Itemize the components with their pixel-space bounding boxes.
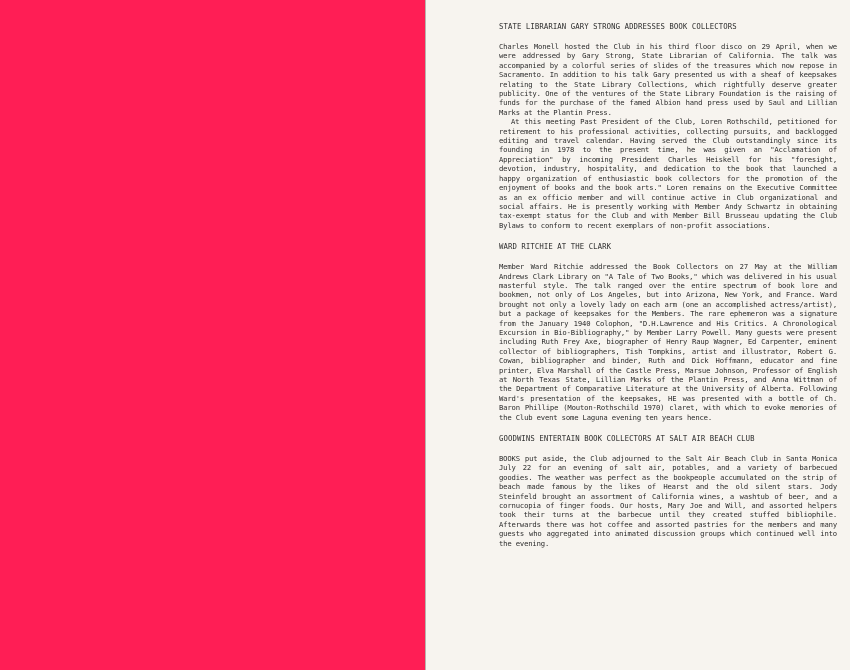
section-heading-ritchie: WARD RITCHIE AT THE CLARK (499, 242, 612, 252)
article-column (499, 22, 837, 548)
article-paragraph: At this meeting Past President of the Club, Loren Rothschild, petitioned for retirement to his professional activities, collecting pursuits, and backlogged editing and travel calendar. Having served the Club outstandingly since its founding in 1978 to the present time, he was given an "Acclamation of Appreciation" by incoming President Charles Heiskell for his "foresight, devotion, industry, hospitality, and dedication to the book that launched a happy organization of enthusiastic book collectors for the promotion of the enjoyment of books and the book arts." Loren remains on the Executive Committee as an ex officio member and will continue active in Club organizational and social affairs. He is presently working with Member Andy Schwartz in obtaining tax-exempt status for the Club and with Member Bill Brusseau updating the Club Bylaws to conform to recent exemplars of non-profit associations. (499, 117, 837, 230)
article-paragraph: BOOKS put aside, the Club adjourned to the Salt Air Beach Club in Santa Monica July 22 for an evening of salt air, potables, and a variety of barbecued goodies. The weather was perfect as the bookpeople accumulated on the strip of beach made famous by the likes of Hearst and the old silent stars. Jody Steinfeld brought an assortment of California wines, a washtub of beer, and a cornucopia of finger foods. Our hosts, Mary Joe and Will, and assorted helpers took their turns at the barbecue until they created stuffed bibliophile. Afterwards there was hot coffee and assorted pastries for the members and many guests who aggregated into animated discussion groups which continued well into the evening. (499, 454, 837, 548)
article-paragraph: Charles Monell hosted the Club in his third floor disco on 29 April, when we were addressed by Gary Strong, State Librarian of California. The talk was accompanied by a colorful series of slides of the treasures which now repose in Sacramento. In addition to his talk Gary presented us with a sheaf of keepsakes relating to the State Library Collections, which rightfully deserve greater publicity. One of the ventures of the State Library Foundation is the raising of funds for the purchase of the famed Albion hand press used by Saul and Lillian Marks at the Plantin Press. (499, 42, 837, 117)
section-spacer (499, 422, 837, 434)
section-heading-goodwins: GOODWINS ENTERTAIN BOOK COLLECTORS AT SALT AIR BEACH CLUB (499, 434, 755, 444)
section-spacer (499, 230, 837, 242)
section-heading-strong: STATE LIBRARIAN GARY STRONG ADDRESSES BOOK COLLECTORS (499, 22, 737, 31)
article-paragraph: Member Ward Ritchie addressed the Book Collectors on 27 May at the William Andrews Clark Library on "A Tale of Two Books," which was delivered in his usual masterful style. The talk ranged over the entire spectrum of book lore and bookmen, not only of Los Angeles, but into Arizona, New York, and France. Ward brought not only a lovely lady on each arm (one an accomplished actress/artist), but a package of keepsakes for the Members. The rare ephemeron was a signature from the January 1940 Colophon, "D.H.Lawrence and His Critics. A Chronological Excursion in Bio-Bibliography," by Member Larry Powell. Many guests were present including Ruth Frey Axe, biographer of Henry Raup Wagner, Ed Carpenter, eminent collector of bibliographers, Tish Tompkins, artist and illustrator, Robert G. Cowan, bibliographer and binder, Ruth and Dick Hoffmann, educator and fine printer, Elva Marshall of the Castle Press, Marsue Johnson, Professor of English at North Texas State, Lillian Marks of the Plantin Press, and Anna Wittman of the Department of Comparative Literature at the University of Alberta. Following Ward's presentation of the keepsakes, HE was presented with a bottle of Ch. Baron Phillipe (Mouton-Rothschild 1970) claret, with which to evoke memories of the Club event some Laguna evening ten years hence. (499, 262, 837, 422)
newsletter-page (426, 0, 850, 670)
